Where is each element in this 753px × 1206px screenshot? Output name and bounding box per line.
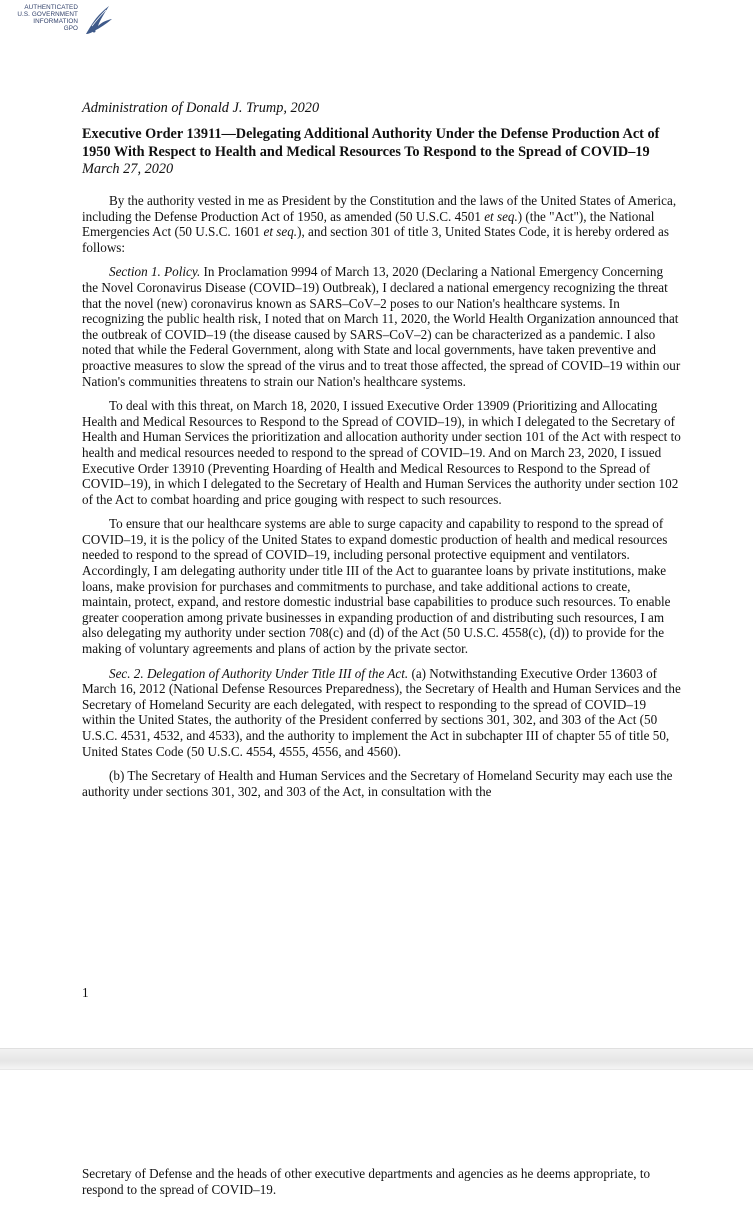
page-2-paragraph: Secretary of Defense and the heads of other executive departments and agencies as he deems appropriate, to respond to the spread of COVID–19.	[82, 1166, 651, 1197]
intro-paragraph	[82, 193, 682, 255]
threat-paragraph: To deal with this threat, on March 18, 2020, I issued Executive Order 13909 (Prioritizing and Allocating Health and Medical Resources to Respond to the Spread of COVID–19), in which I delegated to the Secretary of Health and Human Services the prioritization and allocation authority under section 101 of the Act with respect to health and medical resources needed to respond to the spread of COVID–19. And on March 23, 2020, I issued Executive Order 13910 (Preventing Hoarding of Health and Medical Resources to Respond to the Spread of COVID–19), in which I delegated to the Secretary of Health and Human Services the authority under section 102 of the Act to combat hoarding and price gouging with respect to such resources.	[82, 398, 681, 507]
section-1-paragraph	[82, 264, 682, 389]
page-separator	[0, 1048, 753, 1070]
gpo-authentication-logo	[6, 4, 116, 38]
document-page-1	[82, 98, 682, 808]
gpo-logo-line: INFORMATION	[33, 18, 78, 25]
gpo-logo-text	[6, 4, 78, 32]
ensure-paragraph: To ensure that our healthcare systems are able to surge capacity and capability to respond to the spread of COVID–19, it is the policy of the United States to expand domestic production of health and medical resources needed to respond to the spread of COVID–19, including personal protective equipment and ventilators. Accordingly, I am delegating authority under title III of the Act to guarantee loans by private institutions, make loans, make provision for purchases and commitments to purchase, and take additional actions to create, maintain, protect, expand, and restore domestic industrial base capabilities to produce such resources. To enable greater cooperation among private businesses in expanding production of and distributing such resources, I am also delegating my authority under section 708(c) and (d) of the Act (50 U.S.C. 4558(c), (d)) to provide for the making of voluntary agreements and plans of action by the private sector.	[82, 516, 671, 657]
section-2-heading: Sec. 2. Delegation of Authority Under Title III of the Act.	[109, 665, 409, 681]
section-2-text: (a) Notwithstanding Executive Order 13603 of March 16, 2012 (National Defense Resources Preparedness), the Secretary of Health and Human Services and the Secretary of Homeland Security are each delegated, with respect to responding to the spread of COVID–19 within the United States, the authority of the President conferred by sections 301, 302, and 303 of the Act (50 U.S.C. 4531, 4532, and 4533), and the authority to implement the Act in subchapter III of chapter 55 of title 50, United States Code (50 U.S.C. 4554, 4555, 4556, and 4560).	[82, 665, 681, 759]
section-1-text: In Proclamation 9994 of March 13, 2020 (Declaring a National Emergency Concerning the Novel Coronavirus Disease (COVID–19) Outbreak), I declared a national emergency recognizing the threat that the novel (new) coronavirus known as SARS–CoV–2 poses to our Nation's healthcare systems. In recognizing the public health risk, I noted that on March 11, 2020, the World Health Organization announced that the outbreak of COVID–19 (the disease caused by SARS–CoV–2) can be characterized as a pandemic. I also noted that while the Federal Government, along with State and local governments, have taken preventive and proactive measures to slow the spread of the virus and to treat those affected, the spread of COVID–19 within our Nation's communities threatens to strain our Nation's healthcare systems.	[82, 264, 681, 389]
intro-et-seq: et seq.	[484, 208, 518, 224]
intro-text: ), and section 301 of title 3, United States Code, it is hereby ordered as follows:	[82, 224, 669, 255]
gpo-logo-line: AUTHENTICATED	[24, 4, 78, 11]
section-1-heading: Section 1. Policy.	[109, 264, 201, 280]
document-page-2	[82, 1166, 682, 1206]
gpo-logo-line: U.S. GOVERNMENT	[17, 11, 78, 18]
eagle-icon	[82, 4, 114, 38]
section-2-paragraph	[82, 666, 682, 760]
intro-et-seq: et seq.	[263, 224, 298, 240]
document-title: Executive Order 13911—Delegating Additional Authority Under the Defense Production Act of 1950 With Respect to Health and Medical Resources To Respond to the Spread of COVID–19	[82, 126, 660, 160]
administration-line: Administration of Donald J. Trump, 2020	[82, 100, 320, 116]
page-number: 1	[82, 985, 89, 1000]
gpo-logo-line: GPO	[63, 25, 78, 32]
document-date: March 27, 2020	[82, 161, 174, 177]
paragraph-b: (b) The Secretary of Health and Human Services and the Secretary of Homeland Security may each use the authority under sections 301, 302, and 303 of the Act, in consultation with the	[82, 768, 673, 799]
intro-text: ) (the "Act"), the National Emergencies Act (50 U.S.C. 1601	[82, 208, 655, 240]
intro-text: By the authority vested in me as President by the Constitution and the laws of the United States of America, including the Defense Production Act of 1950, as amended (50 U.S.C. 4501	[82, 193, 677, 224]
